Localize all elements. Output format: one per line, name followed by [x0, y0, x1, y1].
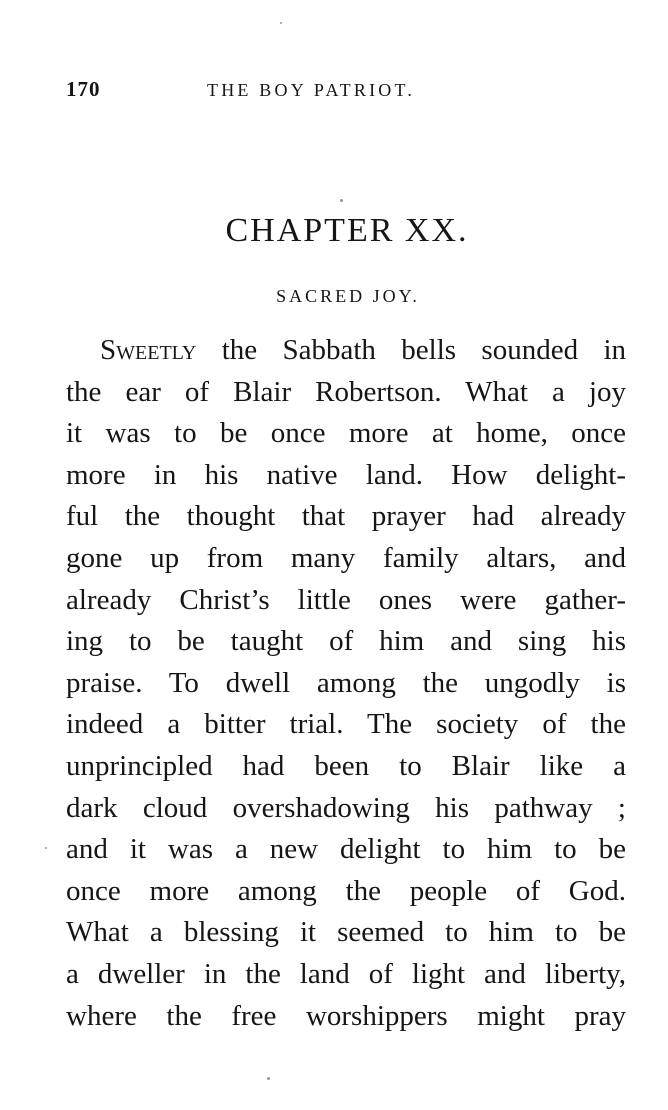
- text-line: once more among the people of God.: [66, 874, 626, 907]
- text-line: ing to be taught of him and sing his: [66, 625, 626, 658]
- opening-word: Sweetly: [100, 334, 197, 366]
- scan-speck: [280, 22, 282, 24]
- body-paragraph: [66, 330, 626, 1037]
- text-line-content: the Sabbath bells sounded in: [196, 334, 626, 366]
- scan-speck: [340, 199, 343, 202]
- text-line: it was to be once more at home, once: [66, 417, 626, 450]
- chapter-subtitle: SACRED JOY.: [276, 286, 420, 306]
- text-line: [66, 330, 626, 372]
- text-line: where the free worshippers might pray: [66, 999, 626, 1032]
- text-line: already Christ’s little ones were gather-: [66, 583, 626, 616]
- text-line: What a blessing it seemed to him to be: [66, 916, 626, 949]
- chapter-heading: CHAPTER XX.: [225, 212, 469, 249]
- text-line: a dweller in the land of light and liberty,: [66, 957, 626, 990]
- text-line: and it was a new delight to him to be: [66, 833, 626, 866]
- text-line: gone up from many family altars, and: [66, 541, 626, 574]
- text-line: the ear of Blair Robertson. What a joy: [66, 375, 626, 408]
- running-title: THE BOY PATRIOT.: [207, 80, 416, 100]
- text-line: praise. To dwell among the ungodly is: [66, 666, 626, 699]
- scan-speck: [45, 847, 47, 849]
- text-line: indeed a bitter trial. The society of the: [66, 708, 626, 741]
- text-line: ful the thought that prayer had already: [66, 500, 626, 533]
- scan-speck: [267, 1077, 270, 1080]
- text-line: unprincipled had been to Blair like a: [66, 749, 626, 782]
- text-line: dark cloud overshadowing his pathway ;: [66, 791, 626, 824]
- page-number: 170: [66, 77, 101, 101]
- text-line: more in his native land. How delight-: [66, 458, 626, 491]
